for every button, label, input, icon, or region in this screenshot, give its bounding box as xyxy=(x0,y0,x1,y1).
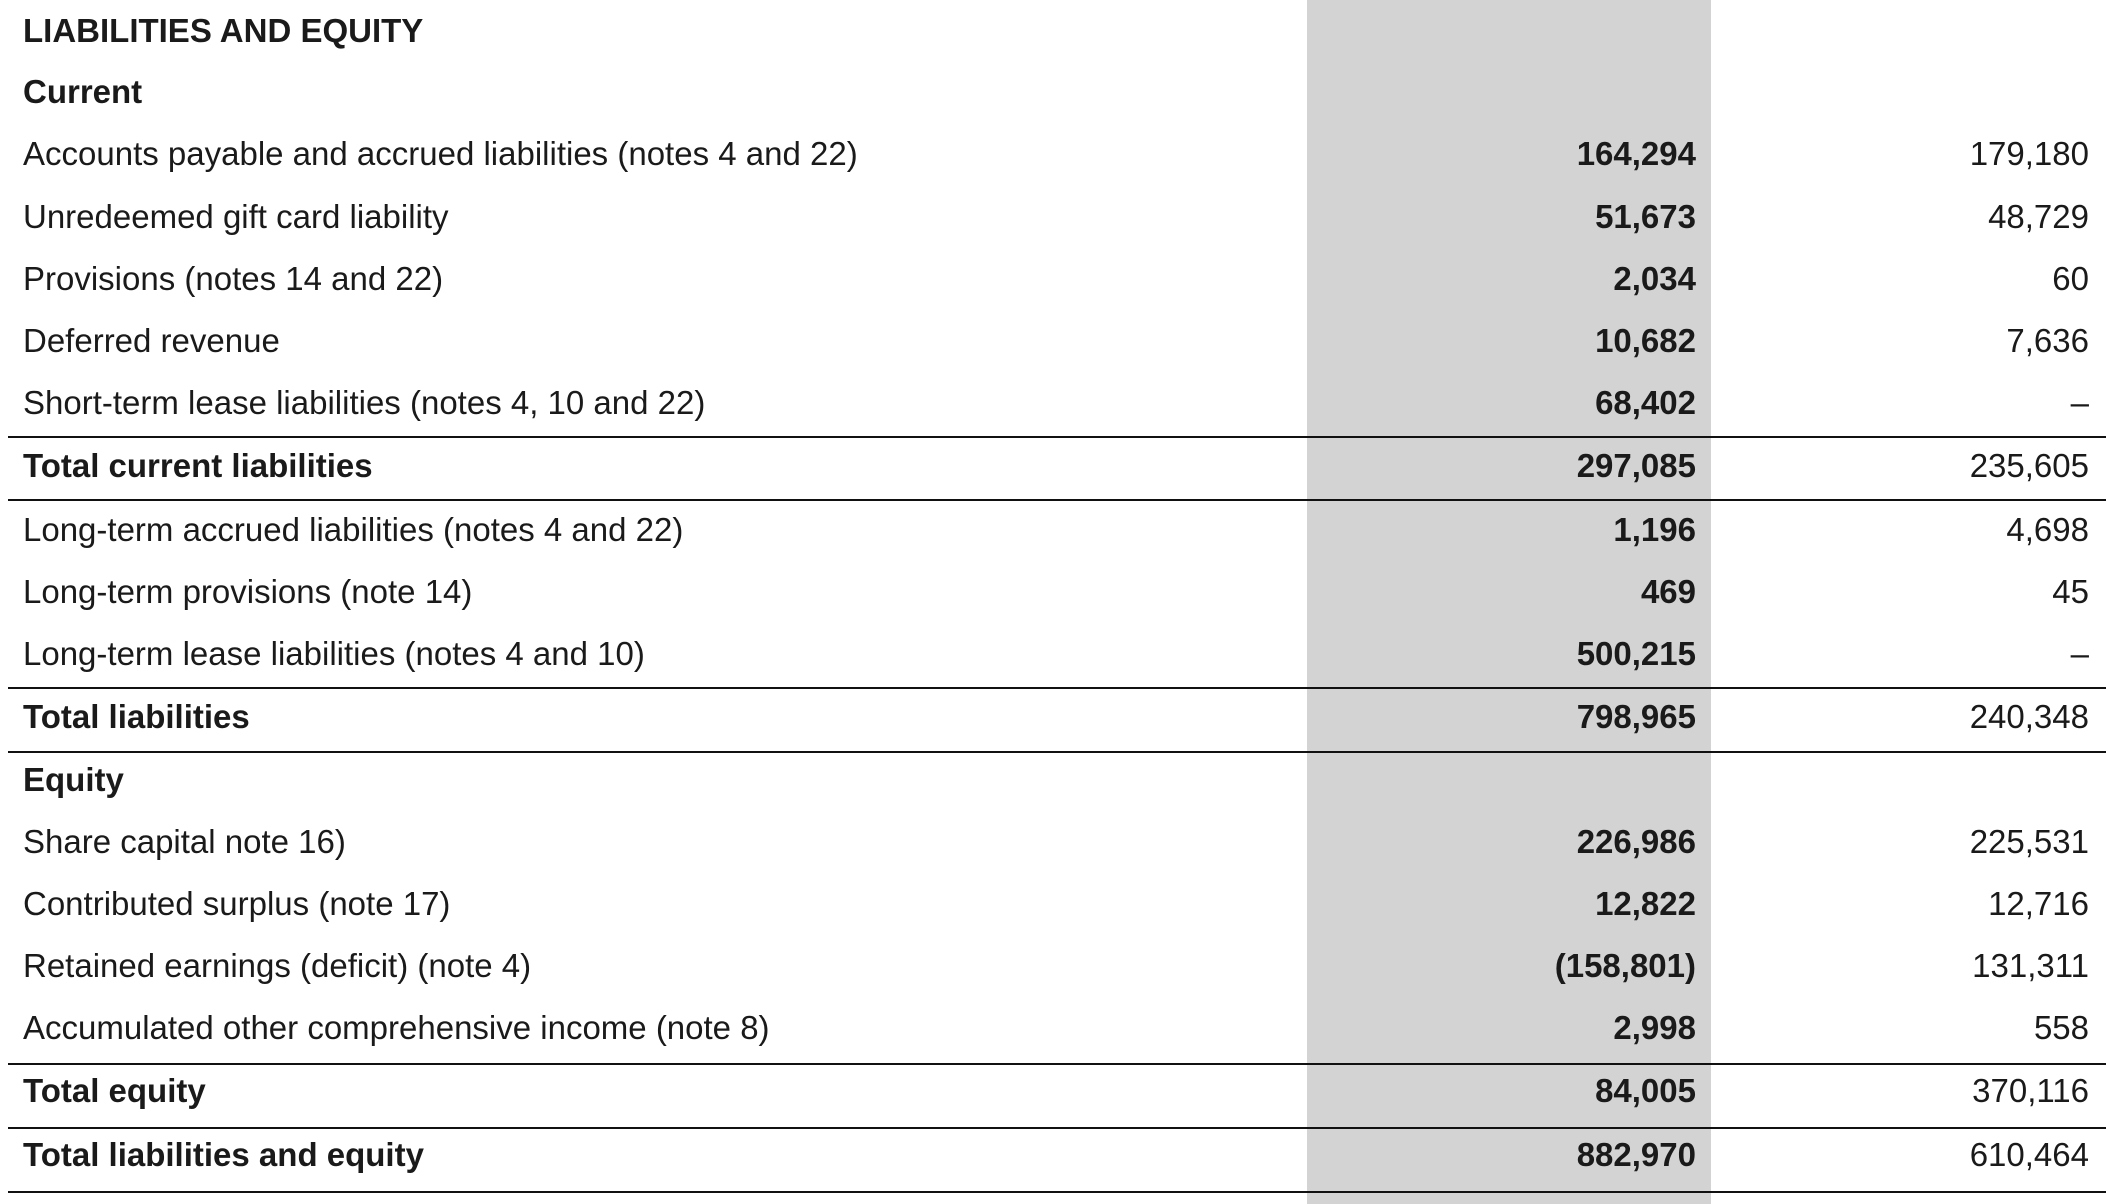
current-year-value: 798,965 xyxy=(1576,698,1696,735)
prior-year-value: – xyxy=(2070,384,2089,421)
prior-year-value: 60 xyxy=(2052,260,2089,297)
row-label: Total liabilities and equity xyxy=(23,1136,424,1173)
prior-year-value: 12,716 xyxy=(1988,885,2089,922)
prior-year-value: 7,636 xyxy=(2006,322,2089,359)
row-label: Long-term lease liabilities (notes 4 and 10) xyxy=(23,635,645,672)
prior-year-value: – xyxy=(2070,635,2089,672)
prior-year-value: 225,531 xyxy=(1969,823,2089,860)
current-year-value: 51,673 xyxy=(1595,198,1696,235)
row-label: Unredeemed gift card liability xyxy=(23,198,449,235)
prior-year-value: 48,729 xyxy=(1988,198,2089,235)
row-label: Deferred revenue xyxy=(23,322,280,359)
row-label: Total liabilities xyxy=(23,698,250,735)
prior-year-value: 4,698 xyxy=(2006,511,2089,548)
row-label: Total current liabilities xyxy=(23,447,373,484)
row-label: Long-term accrued liabilities (notes 4 and 22) xyxy=(23,511,684,548)
row-label: Current xyxy=(23,73,143,110)
current-year-value: 226,986 xyxy=(1576,823,1696,860)
row-label: LIABILITIES AND EQUITY xyxy=(23,12,424,49)
current-year-value: 68,402 xyxy=(1595,384,1696,421)
prior-year-value: 610,464 xyxy=(1969,1136,2089,1173)
current-year-value: 84,005 xyxy=(1595,1072,1696,1109)
current-year-value: 1,196 xyxy=(1613,511,1696,548)
current-year-value: 2,998 xyxy=(1613,1009,1696,1046)
row-divider xyxy=(8,499,2106,501)
current-year-value: 12,822 xyxy=(1595,885,1696,922)
row-label: Retained earnings (deficit) (note 4) xyxy=(23,947,532,984)
prior-year-value: 45 xyxy=(2052,573,2089,610)
row-divider xyxy=(8,1191,2106,1193)
current-year-value: 882,970 xyxy=(1576,1136,1696,1173)
prior-year-value: 179,180 xyxy=(1969,135,2089,172)
row-label: Provisions (notes 14 and 22) xyxy=(23,260,444,297)
row-divider xyxy=(8,436,2106,438)
current-year-value: 10,682 xyxy=(1595,322,1696,359)
row-label: Equity xyxy=(23,761,124,798)
prior-year-value: 235,605 xyxy=(1969,447,2089,484)
current-year-value: 164,294 xyxy=(1576,135,1696,172)
current-year-value: 2,034 xyxy=(1613,260,1696,297)
row-label: Contributed surplus (note 17) xyxy=(23,885,451,922)
prior-year-value: 370,116 xyxy=(1972,1072,2089,1109)
row-label: Accumulated other comprehensive income (note 8) xyxy=(23,1009,770,1046)
row-label: Total equity xyxy=(23,1072,206,1109)
prior-year-value: 131,311 xyxy=(1972,947,2089,984)
current-year-value: 500,215 xyxy=(1576,635,1696,672)
prior-year-value: 240,348 xyxy=(1969,698,2089,735)
current-year-value: 469 xyxy=(1640,573,1696,610)
current-year-value: (158,801) xyxy=(1554,947,1696,984)
row-label: Short-term lease liabilities (notes 4, 10 and 22) xyxy=(23,384,706,421)
row-divider xyxy=(8,1127,2106,1129)
row-divider xyxy=(8,1063,2106,1065)
row-label: Accounts payable and accrued liabilities (notes 4 and 22) xyxy=(23,135,858,172)
row-label: Share capital note 16) xyxy=(23,823,346,860)
row-divider xyxy=(8,751,2106,753)
current-year-value: 297,085 xyxy=(1576,447,1696,484)
row-divider xyxy=(8,687,2106,689)
prior-year-value: 558 xyxy=(2033,1009,2089,1046)
row-label: Long-term provisions (note 14) xyxy=(23,573,473,610)
